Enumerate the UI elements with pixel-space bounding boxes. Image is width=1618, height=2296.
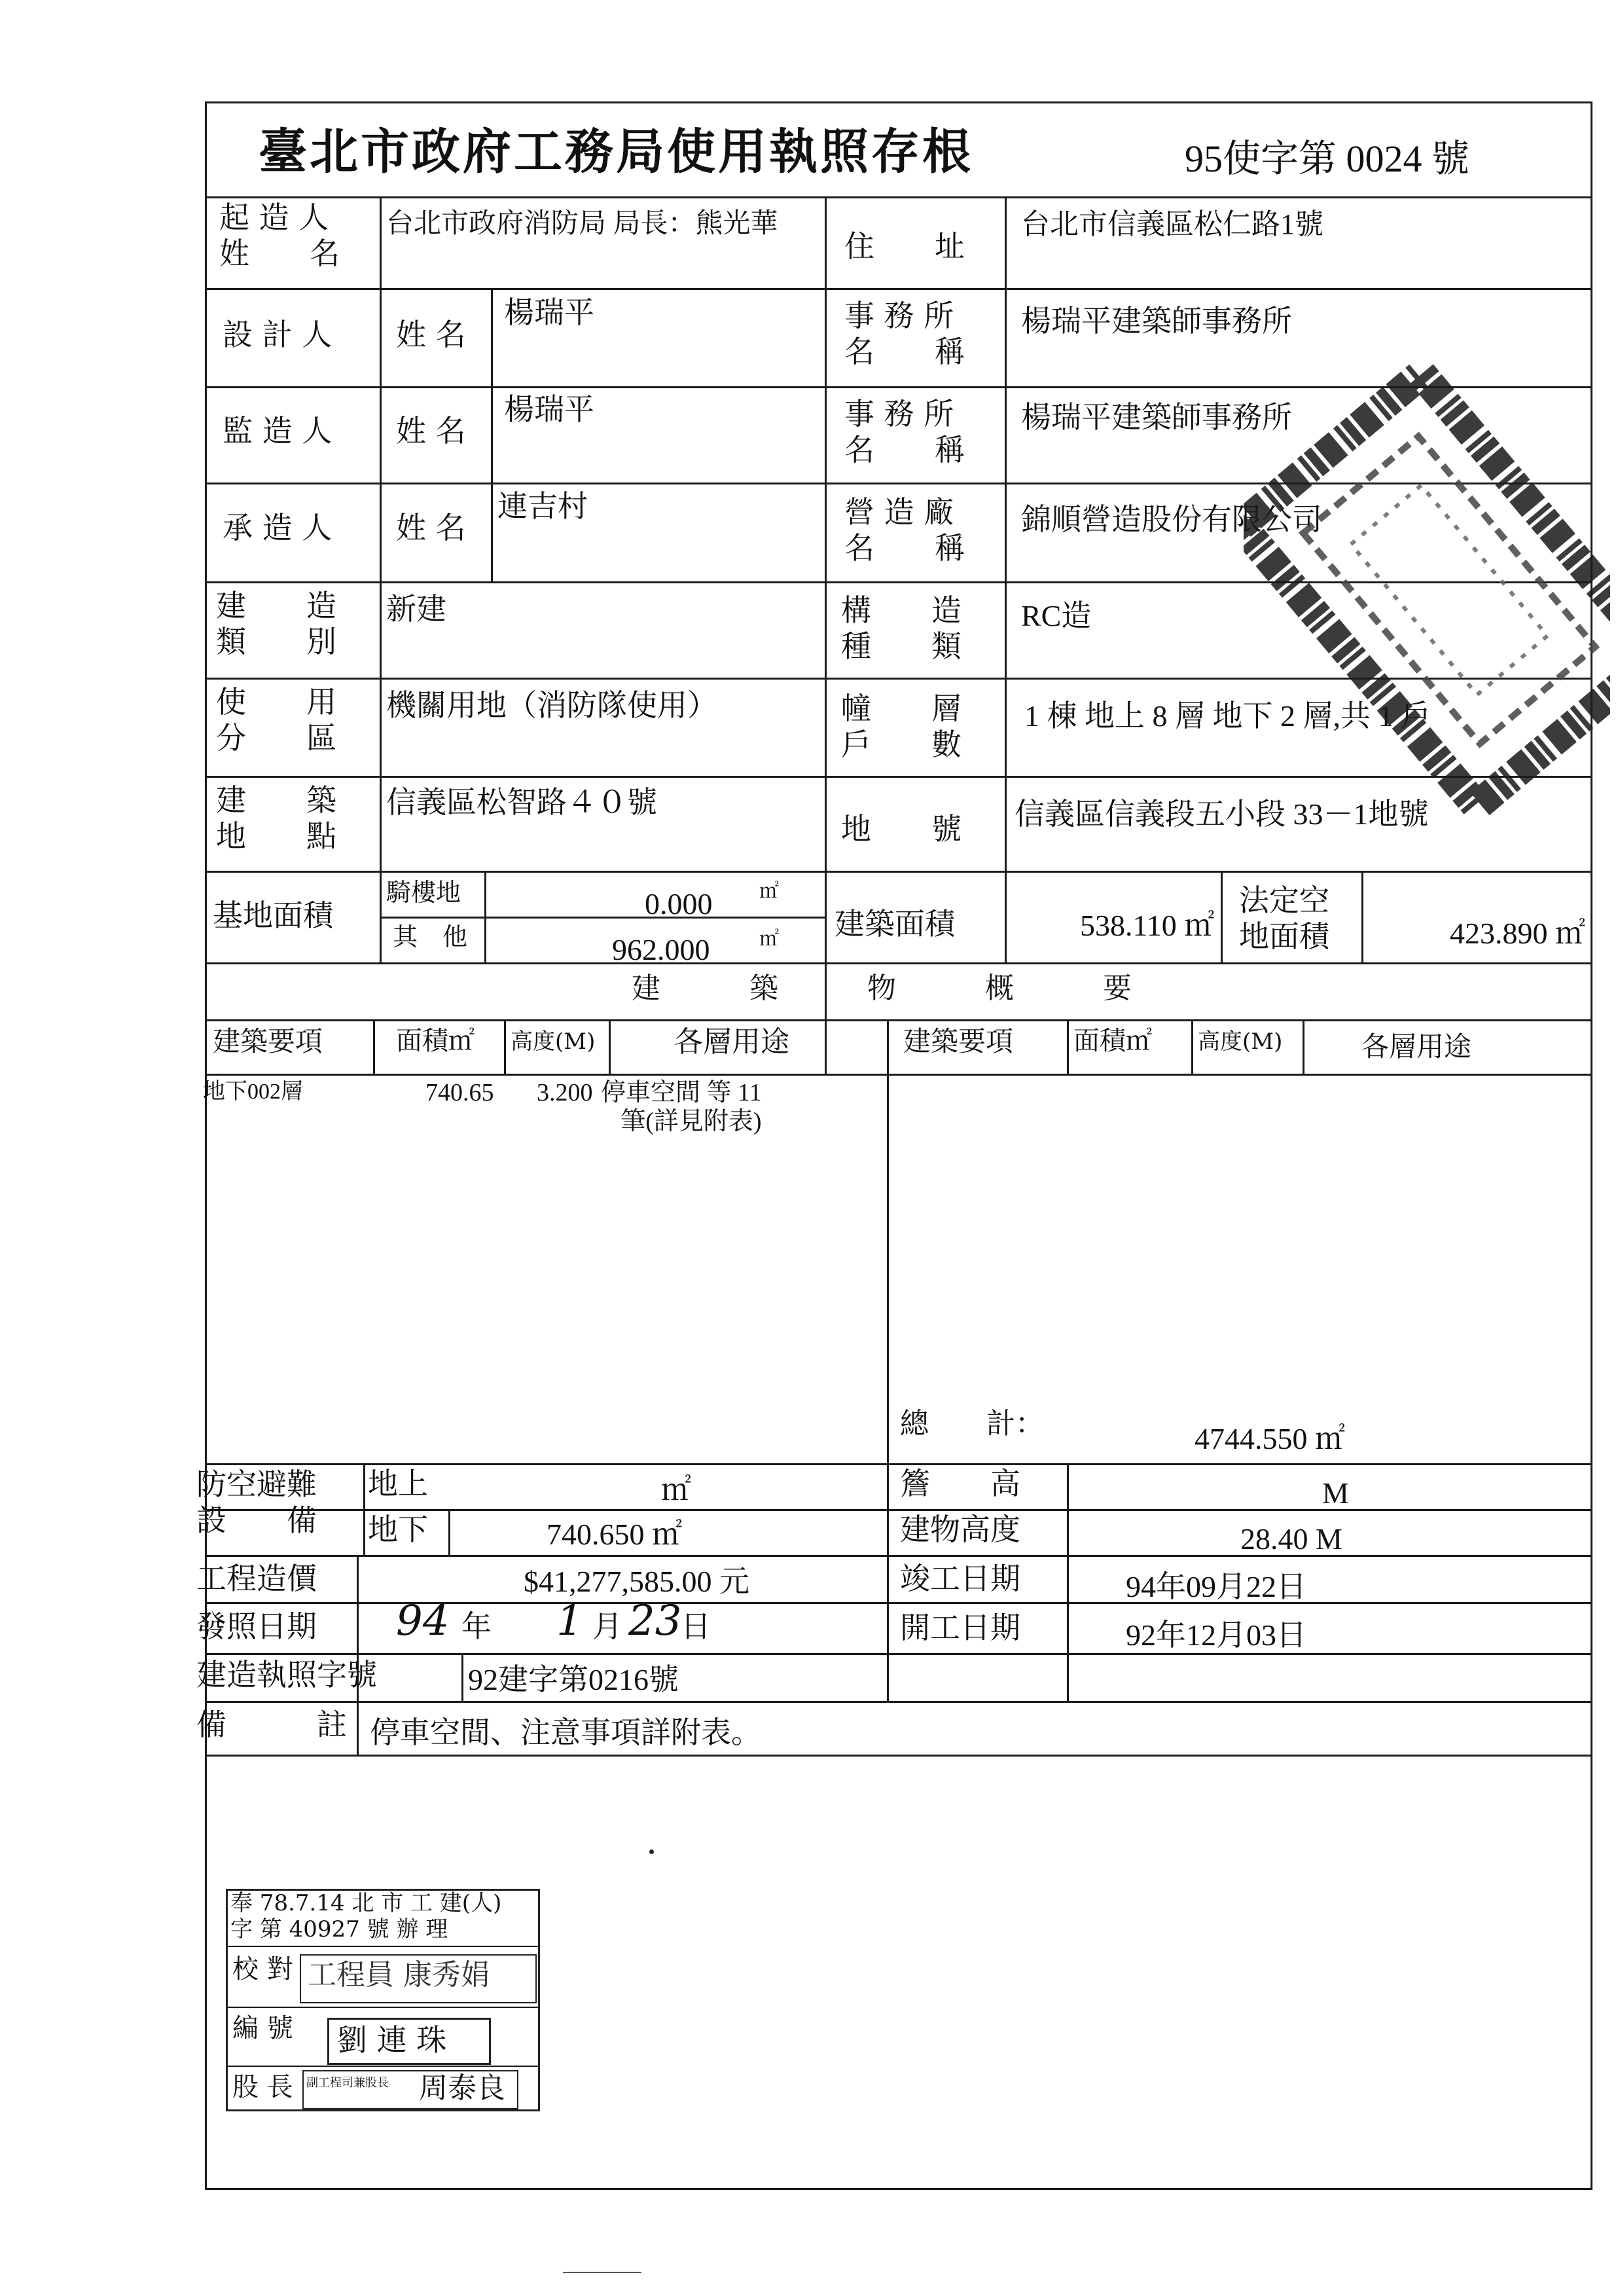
issue-day-unit: 日 <box>681 1609 711 1644</box>
stamp-number-label: 編 號 <box>232 2013 293 2043</box>
site-label: 建 築 地 點 <box>216 782 336 854</box>
builder-name: 台北市政府消防局 局長：熊光華 <box>386 209 778 239</box>
completion-value: 94年09月22日 <box>1126 1570 1306 1603</box>
row1-height: 3.200 <box>537 1079 593 1106</box>
contractor-factory: 錦順營造股份有限公司 <box>1021 503 1322 536</box>
other-label: 其 他 <box>393 922 468 951</box>
other-unit: ㎡ <box>759 928 779 950</box>
arcade-value: 0.000 <box>645 887 713 920</box>
row1-use: 停車空間 等 11 筆(詳見附表) <box>601 1079 762 1135</box>
stamp-check: 工程員 康秀娟 <box>308 1958 490 1992</box>
arcade-unit: ㎡ <box>759 881 779 902</box>
designer-name: 楊瑞平 <box>504 296 594 329</box>
address-label: 住 址 <box>844 228 965 264</box>
col-area-left: 面積㎡ <box>396 1026 475 1056</box>
lot-value: 信義區信義段五小段 33－1地號 <box>1015 797 1429 831</box>
designer-office: 楊瑞平建築師事務所 <box>1021 304 1292 338</box>
supervisor-office: 楊瑞平建築師事務所 <box>1021 401 1292 434</box>
issue-month: 1 <box>556 1597 583 1645</box>
structure-type: RC造 <box>1021 599 1092 632</box>
building-area-label: 建築面積 <box>835 906 955 941</box>
zone-value: 機關用地（消防隊使用） <box>386 689 717 722</box>
row1-area: 740.65 <box>425 1079 494 1106</box>
stamp-chief-title: 副工程司兼股長 <box>306 2076 389 2090</box>
issue-year-unit: 年 <box>461 1609 492 1644</box>
remarks-value: 停車空間、注意事項詳附表。 <box>370 1715 761 1750</box>
site-value: 信義區松智路４０號 <box>386 786 657 819</box>
ink-dot <box>649 1850 654 1854</box>
start-date-label: 開工日期 <box>900 1610 1020 1645</box>
shelter-below-label: 地下 <box>368 1512 428 1547</box>
completion-label: 竣工日期 <box>900 1561 1020 1596</box>
scan-mark <box>563 2272 641 2273</box>
cost-value: $41,277,585.00 元 <box>524 1565 749 1598</box>
stamp-chief: 周泰良 <box>419 2071 505 2105</box>
structure-label: 構 造 種 類 <box>841 592 962 665</box>
floors-label: 幢 層 戶 數 <box>841 691 962 763</box>
contractor-name-label: 姓 名 <box>396 510 466 545</box>
shelter-above-label: 地上 <box>368 1466 428 1501</box>
col-use-right: 各層用途 <box>1361 1030 1472 1063</box>
builder-address: 台北市信義區松仁路1號 <box>1021 208 1323 240</box>
contractor-label: 承 造 人 <box>223 510 333 545</box>
stamp-number: 劉 連 珠 <box>337 2022 447 2058</box>
stamp-check-label: 校 對 <box>232 1954 293 1984</box>
stamp-chief-label: 股 長 <box>232 2072 293 2102</box>
stamp-line1: 奉 78.7.14 北 市 工 建(人) <box>230 1890 502 1916</box>
supervisor-office-label: 事 務 所 名 稱 <box>844 396 965 468</box>
col-item-right: 建築要項 <box>903 1025 1014 1057</box>
base-area-label: 基地面積 <box>213 898 333 933</box>
shelter-below-value: 740.650 ㎡ <box>547 1518 682 1551</box>
construction-type-label: 建 造 類 別 <box>216 588 336 660</box>
building-height-label: 建物高度 <box>900 1512 1020 1547</box>
lot-label: 地 號 <box>841 811 962 847</box>
issue-month-unit: 月 <box>592 1609 622 1644</box>
building-height-value: 28.40 M <box>1240 1522 1342 1556</box>
shelter-above-value: ㎡ <box>661 1473 691 1506</box>
page-title: 臺北市政府工務局使用執照存根 <box>259 124 973 180</box>
total-value: 4744.550 ㎡ <box>1195 1422 1345 1455</box>
start-date-value: 92年12月03日 <box>1126 1618 1306 1652</box>
issue-year: 94 <box>396 1597 450 1645</box>
license-number: 95使字第 0024 號 <box>1185 137 1470 180</box>
col-item-left: 建築要項 <box>213 1025 323 1057</box>
builder-label: 起 造 人 姓 名 <box>219 200 340 272</box>
other-value: 962.000 <box>612 933 710 966</box>
designer-label: 設 計 人 <box>223 317 333 352</box>
arcade-label: 騎樓地 <box>386 878 461 907</box>
eave-label: 簷 高 <box>900 1466 1020 1501</box>
designer-office-label: 事 務 所 名 稱 <box>844 298 965 370</box>
shelter-label: 防空避難 設 備 <box>196 1467 317 1539</box>
supervisor-name-label: 姓 名 <box>396 413 466 448</box>
open-area-label: 法定空 地面積 <box>1239 883 1329 955</box>
office-seal <box>1244 249 1610 917</box>
contractor-name: 連吉村 <box>497 490 588 523</box>
supervisor-name: 楊瑞平 <box>504 393 594 426</box>
col-height-left: 高度(M) <box>511 1029 596 1055</box>
remarks-label: 備 註 <box>196 1707 347 1742</box>
designer-name-label: 姓 名 <box>396 317 466 352</box>
supervisor-label: 監 造 人 <box>223 413 333 448</box>
floors-value: 1 棟 地上 8 層 地下 2 層,共 1 戶 <box>1024 699 1431 733</box>
col-area-right: 面積㎡ <box>1073 1026 1152 1056</box>
issue-date-label: 發照日期 <box>196 1609 317 1644</box>
cost-label: 工程造價 <box>196 1561 317 1596</box>
zone-label: 使 用 分 區 <box>216 684 336 756</box>
issue-day: 23 <box>628 1597 682 1645</box>
row1-item: 地下002層 <box>203 1080 303 1104</box>
contractor-factory-label: 營 造 廠 名 稱 <box>844 494 965 566</box>
eave-value: M <box>1322 1476 1349 1510</box>
open-area-value: 423.890 ㎡ <box>1450 917 1585 950</box>
permit-value: 92建字第0216號 <box>468 1663 679 1696</box>
col-use-left: 各層用途 <box>674 1025 789 1059</box>
permit-label: 建造執照字號 <box>196 1657 377 1692</box>
total-label: 總 計： <box>900 1407 1044 1440</box>
col-height-right: 高度(M) <box>1198 1029 1283 1055</box>
construction-type: 新建 <box>386 592 446 626</box>
stamp-line2: 字 第 40927 號 辦 理 <box>230 1916 448 1942</box>
summary-heading: 建 築 物 概 要 <box>632 972 1142 1005</box>
building-area-value: 538.110 ㎡ <box>1080 909 1215 942</box>
